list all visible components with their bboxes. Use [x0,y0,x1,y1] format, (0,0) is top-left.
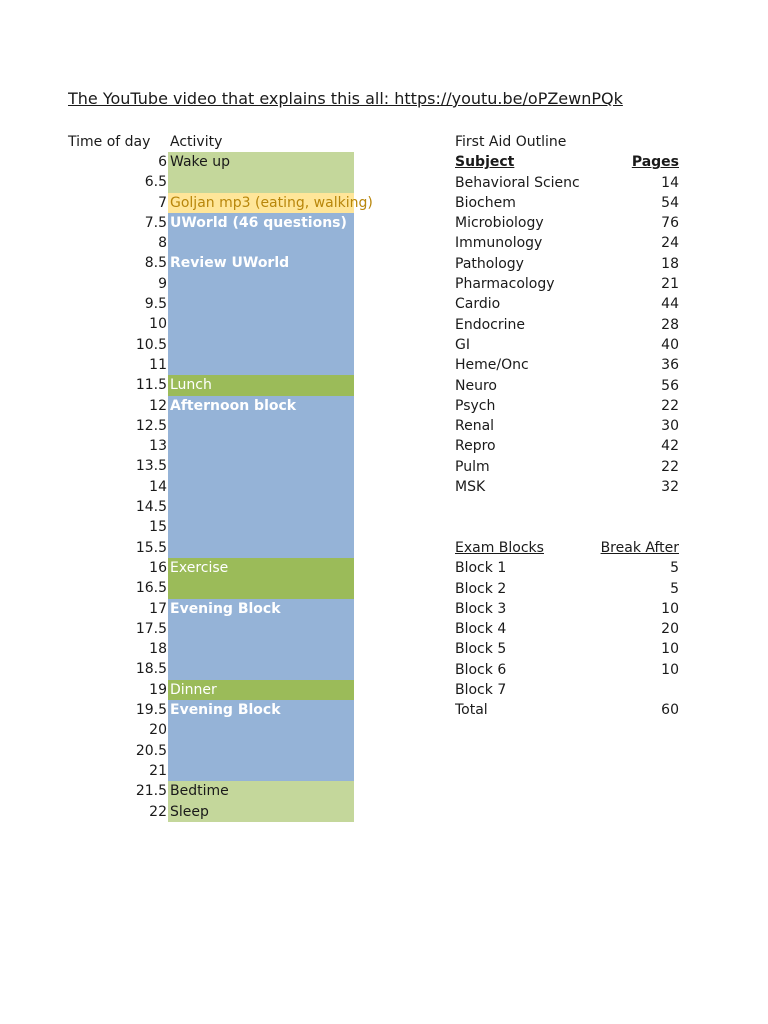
activity-cell[interactable] [168,761,354,781]
schedule-time[interactable]: 19.5 [135,702,167,719]
subject-name[interactable]: Renal [455,418,495,435]
schedule-row [68,599,358,619]
activity-label: Sleep [170,803,209,820]
activity-cell[interactable] [168,355,354,375]
subject-row [455,173,685,193]
activity-cell[interactable] [168,172,354,192]
schedule-time[interactable]: 12.5 [135,417,167,434]
subject-pages[interactable]: 36 [661,357,679,374]
schedule-row [68,416,358,436]
subject-row [455,193,685,213]
schedule-time[interactable]: 16 [149,559,167,576]
schedule-row [68,274,358,294]
schedule-row [68,193,373,213]
break-after-value[interactable]: 10 [661,641,679,658]
exam-block-name[interactable]: Block 7 [455,682,507,699]
activity-label: Exercise [170,559,229,576]
schedule-row [68,700,358,720]
exam-block-row [455,700,685,720]
subject-row [455,233,685,253]
subject-row [455,436,685,456]
subject-name[interactable]: Psych [455,397,496,414]
activity-label: Evening Block [170,702,281,719]
subject-name[interactable]: Cardio [455,296,501,313]
blank-row [455,518,685,538]
break-after-value[interactable]: 5 [670,580,679,597]
activity-cell[interactable] [168,720,354,740]
schedule-time[interactable]: 18 [149,641,167,658]
subject-pages[interactable]: 40 [661,336,679,353]
subject-pages[interactable]: 24 [661,235,679,252]
exam-block-row [455,660,685,680]
subject-pages[interactable]: 14 [661,174,679,191]
subject-pages[interactable]: 21 [661,276,679,293]
subject-pages[interactable]: 22 [661,458,679,475]
schedule-row [68,355,358,375]
subject-row [455,213,685,233]
activity-cell[interactable] [168,416,354,436]
exam-block-row [455,619,685,639]
subject-name[interactable]: Pulm [455,458,490,475]
activity-cell[interactable] [168,578,354,598]
schedule-row [68,619,358,639]
daily-schedule [68,152,373,822]
activity-cell[interactable] [168,538,354,558]
activity-cell[interactable] [168,497,354,517]
break-after-value[interactable]: 10 [661,600,679,617]
break-after-value[interactable]: 10 [661,661,679,678]
schedule-row [68,639,358,659]
schedule-time[interactable]: 17.5 [135,620,167,637]
activity-header: Activity [170,134,223,150]
schedule-row [68,233,358,253]
exam-blocks-header-row [455,538,685,558]
subject-pages[interactable]: 28 [661,316,679,333]
activity-cell[interactable] [168,274,354,294]
activity-label: Lunch [170,377,212,394]
schedule-time[interactable]: 9 [158,275,167,292]
subject-name[interactable]: Heme/Onc [455,357,529,374]
subject-row [455,477,685,497]
subject-pages[interactable]: 18 [661,255,679,272]
schedule-row [68,436,358,456]
subject-row [455,376,685,396]
schedule-row [68,294,358,314]
exam-block-name[interactable]: Block 4 [455,621,507,638]
schedule-time[interactable]: 18.5 [135,661,167,678]
subject-name[interactable]: Biochem [455,194,516,211]
schedule-row [68,477,358,497]
subject-pages[interactable]: 56 [661,377,679,394]
activity-label: Dinner [170,681,217,698]
schedule-time[interactable]: 12 [149,397,167,414]
schedule-time[interactable]: 15.5 [135,539,167,556]
subject-row [455,335,685,355]
schedule-time[interactable]: 7 [158,194,167,211]
exam-block-row [455,558,685,578]
subject-row [455,274,685,294]
subject-row [455,254,685,274]
schedule-row [68,781,358,801]
activity-label: Bedtime [170,783,229,800]
activity-cell[interactable] [168,335,354,355]
exam-block-name[interactable]: Block 6 [455,661,507,678]
schedule-row [68,456,358,476]
activity-label: Review UWorld [170,255,290,272]
schedule-time[interactable]: 17 [149,600,167,617]
activity-cell[interactable] [168,517,354,537]
subject-pages[interactable]: 32 [661,479,679,496]
schedule-row [68,152,358,172]
subject-row [455,315,685,335]
activity-label: Afternoon block [170,397,297,414]
activity-cell[interactable] [168,619,354,639]
break-after-value[interactable]: 5 [670,560,679,577]
schedule-time[interactable]: 11 [149,356,167,373]
schedule-time[interactable]: 8.5 [144,255,167,272]
subject-row [455,294,685,314]
schedule-row [68,578,358,598]
schedule-row [68,497,358,517]
subject-row [455,355,685,375]
activity-cell[interactable] [168,314,354,334]
exam-block-name[interactable]: Block 2 [455,580,507,597]
activity-cell[interactable] [168,456,354,476]
schedule-time[interactable]: 6 [158,154,167,170]
activity-cell[interactable] [168,233,354,253]
schedule-row [68,802,358,822]
subject-name[interactable]: MSK [455,479,486,496]
schedule-time[interactable]: 21 [149,762,167,779]
subject-pages[interactable]: 44 [661,296,679,313]
schedule-time[interactable]: 6.5 [144,174,167,191]
exam-block-name[interactable]: Total [455,702,488,719]
schedule-time[interactable]: 16.5 [135,580,167,597]
schedule-time[interactable]: 8 [158,235,167,252]
activity-cell[interactable] [168,294,354,314]
first-aid-outline [455,132,685,721]
subject-pages[interactable]: 42 [661,438,679,455]
schedule-row [68,172,358,192]
schedule-row [68,213,358,233]
activity-label: Goljan mp3 (eating, walking) [170,194,373,211]
schedule-row [68,375,358,395]
exam-block-row [455,639,685,659]
schedule-time[interactable]: 13.5 [135,458,167,475]
activity-cell[interactable] [168,477,354,497]
pages-column-header[interactable]: Pages [631,154,679,171]
break-after-value[interactable]: 20 [661,621,679,638]
subject-name[interactable]: Neuro [455,377,497,394]
schedule-time[interactable]: 15 [149,519,167,536]
subject-row [455,457,685,477]
subject-name[interactable]: Behavioral Scienc [455,174,580,191]
schedule-row [68,680,358,700]
exam-block-name[interactable]: Block 1 [455,560,507,577]
subject-name[interactable]: Repro [455,438,496,455]
schedule-row [68,659,358,679]
subject-pages[interactable]: 22 [661,397,679,414]
activity-label: Evening Block [170,600,281,617]
first-aid-heading-row [455,132,685,152]
subject-name[interactable]: Microbiology [455,215,544,232]
activity-cell[interactable] [168,659,354,679]
activity-label: Wake up [170,154,230,170]
schedule-time[interactable]: 20 [149,722,167,739]
schedule-time[interactable]: 22 [149,803,167,820]
subject-name[interactable]: Immunology [455,235,543,252]
subject-row [455,396,685,416]
first-aid-header-row [455,152,685,172]
subject-row [455,416,685,436]
schedule-time[interactable]: 19 [149,681,167,698]
schedule-time[interactable]: 21.5 [135,783,167,800]
exam-block-row [455,680,685,700]
activity-cell[interactable] [168,639,354,659]
break-after-value[interactable]: 60 [661,702,679,719]
exam-block-row [455,579,685,599]
schedule-time[interactable]: 10.5 [135,336,167,353]
exam-block-name[interactable]: Block 3 [455,600,507,617]
subject-name[interactable]: Pathology [455,255,524,272]
first-aid-heading[interactable]: First Aid Outline [455,134,567,150]
schedule-row [68,720,358,740]
subject-name[interactable]: GI [455,336,470,353]
schedule-row [68,761,358,781]
schedule-row [68,558,358,578]
schedule-time[interactable]: 14.5 [135,499,167,516]
schedule-time[interactable]: 10 [149,316,167,333]
activity-cell[interactable] [168,741,354,761]
schedule-row [68,253,358,273]
document-title[interactable]: The YouTube video that explains this all: https://youtu.be/oPZewnPQk [68,89,623,108]
schedule-row [68,741,358,761]
schedule-row [68,396,358,416]
activity-cell[interactable] [168,436,354,456]
schedule-row [68,335,358,355]
schedule-row [68,517,358,537]
activity-label: UWorld (46 questions) [170,214,347,231]
exam-block-name[interactable]: Block 5 [455,641,507,658]
schedule-time[interactable]: 11.5 [135,377,167,394]
schedule-row [68,314,358,334]
schedule-time[interactable]: 14 [149,478,167,495]
subject-pages[interactable]: 30 [661,418,679,435]
schedule-time[interactable]: 13 [149,438,167,455]
subject-name[interactable]: Endocrine [455,316,525,333]
time-of-day-header: Time of day [68,134,151,150]
break-after-header[interactable]: Break After [600,539,679,556]
schedule-row [68,538,358,558]
subject-pages[interactable]: 54 [661,194,679,211]
exam-block-row [455,599,685,619]
schedule-time[interactable]: 7.5 [144,214,167,231]
schedule-time[interactable]: 9.5 [144,296,167,313]
schedule-time[interactable]: 20.5 [135,742,167,759]
subject-column-header[interactable]: Subject [455,154,515,171]
blank-row [455,497,685,517]
subject-name[interactable]: Pharmacology [455,276,555,293]
subject-pages[interactable]: 76 [661,215,679,232]
exam-blocks-header[interactable]: Exam Blocks [455,539,544,556]
